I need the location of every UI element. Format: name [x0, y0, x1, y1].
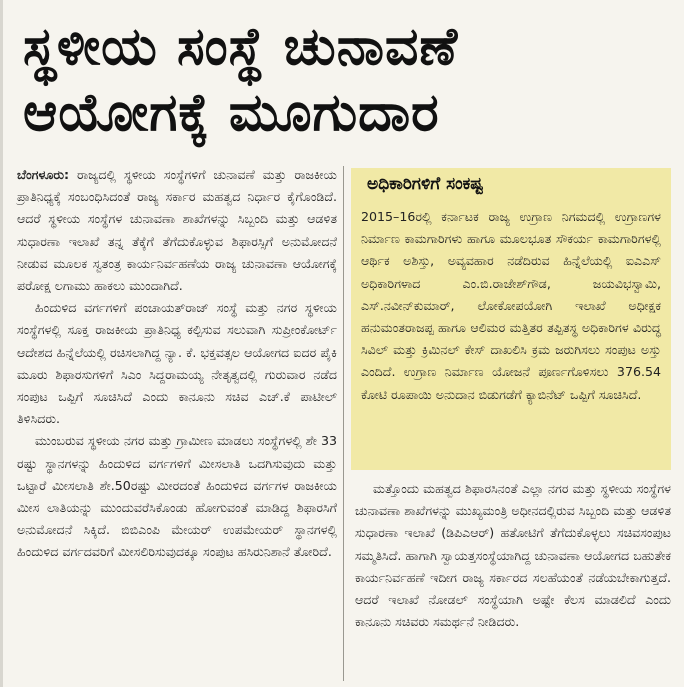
headline [23, 14, 673, 146]
column-divider [343, 166, 344, 681]
article-right-column [355, 478, 671, 633]
sidebar-heading: ಅಧಿಕಾರಿಗಳಿಗೆ ಸಂಕಷ್ಟ [367, 174, 484, 194]
sidebar-box [351, 168, 671, 470]
sidebar-body [361, 206, 661, 406]
article-paragraph-1 [17, 164, 337, 297]
article-paragraph-2: ಹಿಂದುಳಿದ ವರ್ಗಗಳಿಗೆ ಪಂಚಾಯತ್‌ರಾಜ್ ಸಂಸ್ಥೆ ಮತ್ತು ನಗರ ಸ್ಥಳೀಯ ಸಂಸ್ಥೆಗಳಲ್ಲಿ ಸೂಕ್ತ ರಾಜಕೀಯ ಪ್ರಾತಿನಿಧ್ಯ ಕಲ್ಪಿಸುವ ಸಲುವಾಗಿ ಸುಪ್ರೀಂಕೋರ್ಟ್ ಆದೇಶದ ಹಿನ್ನೆಲೆಯಲ್ಲಿ ರಚಿಸಲಾಗಿದ್ದ ನ್ಯಾ. ಕೆ. ಭಕ್ತವತ್ಸಲ ಆಯೋಗದ ಐದರ ಪೈಕಿ ಮೂರು ಶಿಫಾರಸುಗಳಿಗೆ ಸಿಎಂ ಸಿದ್ದರಾಮಯ್ಯ ನೇತೃತ್ವದಲ್ಲಿ ಗುರುವಾರ ನಡೆದ ಸಂಪುಟ ಒಪ್ಪಿಗೆ ಸೂಚಿಸಿದೆ ಎಂದು ಕಾನೂನು ಸಚಿವ ಎಚ್.ಕೆ ಪಾಟೀಲ್ ತಿಳಿಸಿದರು. [17, 300, 337, 427]
sidebar-paragraph: 2015–16ರಲ್ಲಿ ಕರ್ನಾಟಕ ರಾಜ್ಯ ಉಗ್ರಾಣ ನಿಗಮದಲ್ಲಿ ಉಗ್ರಾಣಗಳ ನಿರ್ಮಾಣ ಕಾಮಗಾರಿಗಳು ಹಾಗೂ ಮೂಲಭೂತ ಸೌಕರ್ಯ ಕಾಮಗಾರಿಗಳಲ್ಲಿ ಆರ್ಥಿಕ ಅಶಿಸ್ತು, ಅವ್ಯವಹಾರ ನಡೆದಿರುವ ಹಿನ್ನೆಲೆಯಲ್ಲಿ ಐಎಎಸ್ ಅಧಿಕಾರಿಗಳಾದ ಎಂ.ಬಿ.ರಾಜೇಶ್‌ಗೌಡ, ಜಯವಿಭಸ್ವಾಮಿ, ಎಸ್.ನವೀನ್‌ಕುಮಾರ್, ಲೋಕೋಪಯೋಗಿ ಇಲಾಖೆ ಅಧೀಕ್ಷಕ ಹನುಮಂತರಾಜಪ್ಪ ಹಾಗೂ ಆಲಿಮರ ಮತ್ತಿತರ ತಪ್ಪಿತಸ್ಥ ಅಧಿಕಾರಿಗಳ ವಿರುದ್ಧ ಸಿವಿಲ್ ಮತ್ತು ಕ್ರಿಮಿನಲ್ ಕೇಸ್ ದಾಖಲಿಸಿ ಕ್ರಮ ಜರುಗಿಸಲು ಸಂಪುಟ ಅಸ್ತು ಎಂದಿದೆ. ಉಗ್ರಾಣ ನಿರ್ಮಾಣ ಯೋಜನೆ ಪೂರ್ಣಗೊಳಿಸಲು 376.54 ಕೋಟಿ ರೂಪಾಯಿ ಅನುದಾನ ಬಿಡುಗಡೆಗೆ ಕ್ಯಾಬಿನೆಟ್ ಒಪ್ಪಿಗೆ ಸೂಚಿಸಿದೆ. [361, 209, 661, 402]
headline-line-1: ಸ್ಥಳೀಯ ಸಂಸ್ಥೆ ಚುನಾವಣೆ [23, 17, 459, 77]
dateline: ಬೆಂಗಳೂರು: [17, 167, 70, 182]
article-left-column [17, 164, 337, 564]
article-paragraph-1-text: ರಾಜ್ಯದಲ್ಲಿ ಸ್ಥಳೀಯ ಸಂಸ್ಥೆಗಳಿಗೆ ಚುನಾವಣೆ ಮತ್ತು ರಾಜಕೀಯ ಪ್ರಾತಿನಿಧ್ಯಕ್ಕೆ ಸಂಬಂಧಿಸಿದಂತೆ ರಾಜ್ಯ ಸರ್ಕಾರ ಮಹತ್ವದ ನಿರ್ಧಾರ ಕೈಗೊಂಡಿದೆ. ಆದರೆ ಸ್ಥಳೀಯ ಸಂಸ್ಥೆಗಳ ಚುನಾವಣಾ ಶಾಖೆಗಳನ್ನು ಸಿಬ್ಬಂದಿ ಮತ್ತು ಆಡಳಿತ ಸುಧಾರಣಾ ಇಲಾಖೆ ತನ್ನ ತೆಕ್ಕೆಗೆ ತೆಗೆದುಕೊಳ್ಳುವ ಶಿಫಾರಸ್ಸಿಗೆ ಅನುಮೋದನೆ ನೀಡುವ ಮೂಲಕ ಸ್ವತಂತ್ರ ಕಾರ್ಯನಿರ್ವಹಣೆಯ ರಾಜ್ಯ ಚುನಾವಣಾ ಆಯೋಗಕ್ಕೆ ಪರೋಕ್ಷ ಲಗಾಮು ಹಾಕಲು ಮುಂದಾಗಿದೆ. [17, 167, 337, 294]
headline-line-2: ಆಯೋಗಕ್ಕೆ ಮೂಗುದಾರ [23, 83, 440, 143]
article-paragraph-4: ಮತ್ತೊಂದು ಮಹತ್ವದ ಶಿಫಾರಸಿನಂತೆ ಎಲ್ಲಾ ನಗರ ಮತ್ತು ಸ್ಥಳೀಯ ಸಂಸ್ಥೆಗಳ ಚುನಾವಣಾ ಶಾಖೆಗಳನ್ನು ಮುಖ್ಯಮಂತ್ರಿ ಅಧೀನದಲ್ಲಿರುವ ಸಿಬ್ಬಂದಿ ಮತ್ತು ಆಡಳಿತ ಸುಧಾರಣಾ ಇಲಾಖೆ (ಡಿಪಿಎಆರ್) ಹತೋಟಿಗೆ ತೆಗೆದುಕೊಳ್ಳಲು ಸಚಿವಸಂಪುಟ ಸಮ್ಮತಿಸಿದೆ. ಹಾಗಾಗಿ ಸ್ವಾಯತ್ತಸಂಸ್ಥೆಯಾಗಿದ್ದ ಚುನಾವಣಾ ಆಯೋಗದ ಬಹುತೇಕ ಕಾರ್ಯನಿರ್ವಹಣೆ ಇದೀಗ ರಾಜ್ಯ ಸರ್ಕಾರದ ಸಲಹೆಯಂತೆ ನಡೆಯಬೇಕಾಗುತ್ತದೆ. ಆದರೆ ಇಲಾಖೆ ನೋಡಲ್ ಸಂಸ್ಥೆಯಾಗಿ ಅಷ್ಟೇ ಕೆಲಸ ಮಾಡಲಿದೆ ಎಂದು ಕಾನೂನು ಸಚಿವರು ಸಮರ್ಥನೆ ನೀಡಿದರು. [355, 481, 671, 630]
article-paragraph-3: ಮುಂಬರುವ ಸ್ಥಳೀಯ ನಗರ ಮತ್ತು ಗ್ರಾಮೀಣ ಮಾಡಲು ಸಂಸ್ಥೆಗಳಲ್ಲಿ ಶೇ 33 ರಷ್ಟು ಸ್ಥಾನಗಳನ್ನು ಹಿಂದುಳಿದ ವರ್ಗಗಳಿಗೆ ಮೀಸಲಾತಿ ಒದಗಿಸುವುದು ಮತ್ತು ಒಟ್ಟಾರೆ ಮೀಸಲಾತಿ ಶೇ.50ರಷ್ಟು ಮೀರದಂತೆ ಹಿಂದುಳಿದ ವರ್ಗಗಳ ರಾಜಕೀಯ ಮೀಸ ಲಾತಿಯನ್ನು ಮುಂದುವರೆಸಿಕೊಂಡು ಹೋಗುವಂತೆ ಮಾಡಿದ್ದ ಶಿಫಾರಸಿಗೆ ಅನುಮೋದನೆ ಸಿಕ್ಕಿದೆ. ಬಿಬಿಎಂಪಿ ಮೇಯರ್ ಉಪಮೇಯರ್ ಸ್ಥಾನಗಳಲ್ಲಿ ಹಿಂದುಳಿದ ವರ್ಗದವರಿಗೆ ಮೀಸಲಿರಿಸುವುದಕ್ಕೂ ಸಂಪುಟ ಹಸಿರುನಿಶಾನೆ ತೋರಿದೆ. [17, 433, 337, 560]
